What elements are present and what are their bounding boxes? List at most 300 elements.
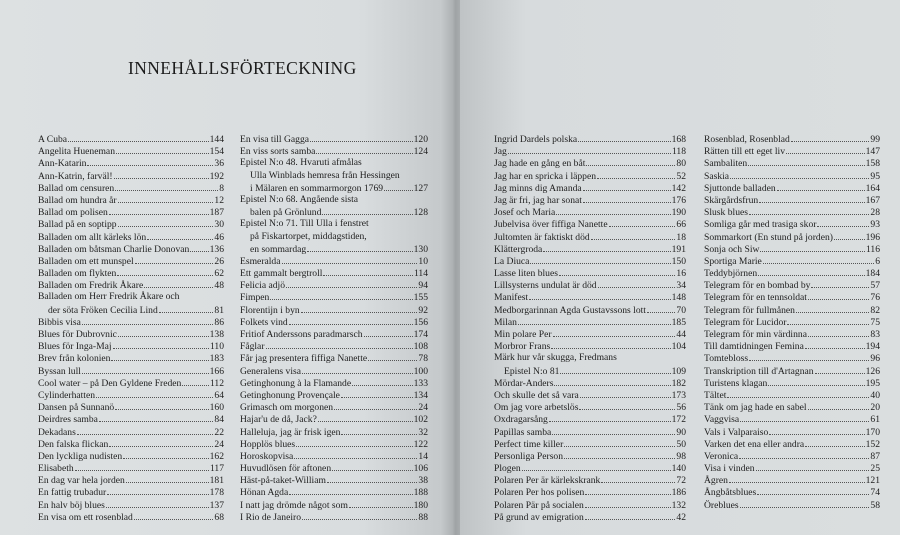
toc-entry	[38, 316, 224, 328]
toc-entry	[494, 218, 686, 230]
toc-entry	[240, 255, 428, 267]
toc-dot-leader	[808, 401, 870, 410]
toc-dot-leader	[748, 157, 864, 166]
toc-entry-title: Perfect time killer	[494, 438, 564, 450]
toc-entry-page: 124	[413, 146, 428, 158]
toc-entry-page: 10	[418, 255, 428, 267]
toc-dot-leader	[349, 499, 413, 508]
toc-entry	[704, 450, 880, 462]
toc-dot-leader	[760, 243, 865, 252]
toc-entry-title: Balladen om flykten	[38, 268, 117, 280]
toc-entry	[240, 133, 428, 145]
toc-entry	[704, 157, 880, 169]
toc-entry-page: 187	[209, 207, 224, 219]
toc-entry	[38, 267, 224, 279]
toc-dot-leader	[564, 450, 675, 459]
toc-dot-leader	[578, 133, 670, 142]
toc-dot-leader	[811, 279, 869, 288]
toc-dot-leader	[123, 450, 208, 459]
toc-entry	[38, 401, 224, 413]
toc-entry-page: 173	[671, 389, 686, 401]
toc-entry-title: Grimasch om morgonen	[240, 402, 334, 414]
toc-dot-leader	[591, 231, 676, 240]
toc-entry-title: Halleluja, jag är frisk igen	[240, 426, 341, 438]
toc-dot-leader	[289, 486, 412, 495]
toc-dot-leader	[99, 413, 213, 422]
toc-entry-title: Visa i vinden	[704, 463, 755, 475]
toc-dot-leader	[323, 267, 413, 276]
toc-dot-leader	[294, 450, 417, 459]
toc-entry	[38, 352, 224, 364]
toc-entry-title: Jubelvisa över fiffiga Nanette	[494, 219, 608, 231]
toc-entry-title: Häst-på-taket-William	[240, 475, 326, 487]
toc-entry-page: 121	[865, 475, 880, 487]
toc-entry-page: 117	[209, 463, 224, 475]
toc-entry	[704, 133, 880, 145]
toc-dot-leader	[805, 340, 865, 349]
toc-entry-title: Deirdres samba	[38, 414, 98, 426]
toc-entry-page: 81	[214, 304, 224, 316]
toc-dot-leader	[585, 499, 671, 508]
toc-dot-leader	[597, 170, 675, 179]
toc-entry-page: 38	[418, 475, 428, 487]
toc-entry	[704, 499, 880, 511]
toc-dot-leader	[109, 206, 209, 215]
toc-entry-page: 18	[676, 231, 686, 243]
toc-entry-title: Balladen om Herr Fredrik Åkare och	[38, 291, 180, 303]
toc-dot-leader	[116, 145, 209, 154]
toc-entry-page: 75	[870, 316, 880, 328]
toc-column-2	[240, 133, 428, 523]
toc-entry-title: Telegram för Lucidor	[704, 316, 787, 328]
toc-entry-title: Ann-Katarin	[38, 158, 87, 170]
toc-dot-leader	[757, 486, 869, 495]
toc-dot-leader	[302, 365, 413, 374]
toc-entry	[704, 206, 880, 218]
toc-entry-title: Dekadans	[38, 426, 76, 438]
toc-entry	[704, 474, 880, 486]
toc-entry-title: Elisabeth	[38, 463, 74, 475]
toc-entry	[240, 413, 428, 425]
toc-entry	[494, 231, 686, 243]
toc-entry-page: 36	[214, 158, 224, 170]
toc-dot-leader	[796, 304, 869, 313]
toc-dot-leader	[580, 389, 671, 398]
toc-entry-page: 96	[870, 353, 880, 365]
toc-entry-title: Telegram för en tennsoldat	[704, 292, 807, 304]
toc-dot-leader	[769, 426, 864, 435]
toc-dot-leader	[585, 486, 670, 495]
toc-dot-leader	[332, 462, 412, 471]
toc-entry-page: 196	[865, 231, 880, 243]
toc-dot-leader	[556, 206, 670, 215]
toc-entry-page: 174	[413, 329, 428, 340]
toc-entry-title: På grund av emigration	[494, 511, 584, 523]
toc-entry-title: A Cuba	[38, 134, 68, 145]
toc-entry	[38, 486, 224, 498]
toc-dot-leader	[318, 413, 413, 422]
toc-dot-leader	[834, 231, 865, 240]
toc-entry-page: 155	[413, 292, 428, 304]
toc-entry-page: 178	[209, 487, 224, 499]
toc-entry-page: 6	[875, 255, 880, 267]
toc-entry-page: 108	[413, 341, 428, 353]
toc-entry-title: En viss sorts samba	[240, 146, 316, 158]
toc-entry-page: 42	[676, 511, 686, 523]
toc-entry-page: 104	[671, 341, 686, 353]
toc-entry-title: Fritiof Anderssons paradmarsch	[240, 329, 363, 340]
toc-entry-title: Sonja och Siw	[704, 243, 760, 255]
toc-entry-page: 166	[209, 365, 224, 377]
toc-entry-title: Sambaliten	[704, 158, 748, 170]
toc-entry-page: 162	[209, 450, 224, 462]
toc-dot-leader	[115, 182, 218, 191]
toc-entry-title: Morbror Frans	[494, 341, 551, 353]
toc-entry	[704, 401, 880, 413]
toc-dot-leader	[583, 182, 671, 191]
toc-entry	[494, 291, 686, 303]
toc-entry	[38, 413, 224, 425]
toc-entry	[494, 157, 686, 169]
toc-entry-page: 98	[676, 450, 686, 462]
toc-dot-leader	[518, 316, 671, 325]
toc-entry-page: 84	[214, 414, 224, 426]
toc-entry	[494, 462, 686, 474]
toc-entry	[38, 304, 224, 316]
toc-entry	[494, 145, 686, 157]
toc-entry	[704, 352, 880, 364]
toc-entry	[494, 474, 686, 486]
toc-entry-title: Somliga går med trasiga skor	[704, 219, 817, 231]
toc-entry	[240, 194, 428, 206]
toc-entry-title: balen på Grönlund	[250, 207, 322, 219]
toc-entry	[38, 438, 224, 450]
toc-entry-page: 181	[209, 475, 224, 487]
toc-dot-leader	[352, 377, 413, 386]
toc-column-1	[38, 133, 224, 523]
toc-entry-page: 26	[214, 255, 224, 267]
toc-entry-page: 62	[214, 268, 224, 280]
toc-entry-page: 152	[865, 438, 880, 450]
toc-entry-title: Balladen om ett munspel	[38, 255, 134, 267]
toc-entry-title: En fattig trubadur	[38, 487, 107, 499]
toc-entry	[240, 511, 428, 523]
toc-entry-title: Min polare Per	[494, 329, 552, 340]
toc-entry-title: Florentijn i byn	[240, 304, 300, 316]
toc-entry-page: 52	[676, 170, 686, 182]
toc-entry-title: Jag	[494, 146, 507, 158]
toc-entry-page: 34	[676, 280, 686, 292]
toc-entry-page: 160	[209, 402, 224, 414]
toc-entry-page: 22	[214, 426, 224, 438]
toc-entry-page: 176	[671, 194, 686, 206]
toc-entry-page: 83	[870, 329, 880, 340]
toc-entry-title: Lasse liten blues	[494, 268, 558, 280]
toc-entry	[240, 218, 428, 230]
toc-entry	[704, 170, 880, 182]
toc-entry-title: I Rio de Janeiro	[240, 511, 302, 523]
toc-dot-leader	[579, 401, 675, 410]
toc-entry-title: Polaren Per hos polisen	[494, 487, 585, 499]
toc-dot-leader	[740, 499, 870, 508]
toc-entry	[494, 401, 686, 413]
toc-entry-title: Ballad om hundra år	[38, 194, 117, 206]
toc-entry-page: 30	[214, 219, 224, 231]
toc-entry-title: Sommarkort (En stund på jorden)	[704, 231, 833, 243]
toc-entry	[494, 413, 686, 425]
toc-entry-title: der söta Fröken Cecilia Lind	[48, 304, 158, 316]
toc-dot-leader	[549, 413, 671, 422]
toc-entry	[38, 474, 224, 486]
toc-entry-page: 144	[209, 134, 224, 145]
toc-entry	[704, 218, 880, 230]
toc-dot-leader	[559, 267, 675, 276]
toc-entry	[704, 304, 880, 316]
toc-entry-title: Epistel N:o 81	[504, 365, 560, 377]
toc-entry-page: 110	[209, 341, 224, 353]
toc-dot-leader	[730, 170, 869, 179]
toc-entry-title: Ett gammalt bergtroll	[240, 268, 323, 280]
toc-entry	[494, 304, 686, 316]
toc-entry-title: Ballad på en soptipp	[38, 219, 117, 231]
toc-entry-page: 116	[865, 243, 880, 255]
toc-entry-title: Blues för Dubrovnic	[38, 329, 117, 340]
toc-entry	[704, 328, 880, 340]
toc-entry	[704, 145, 880, 157]
toc-entry-page: 106	[413, 463, 428, 475]
toc-entry-title: Papillas samba	[494, 426, 552, 438]
toc-entry-title: En visa till Gagga	[240, 134, 310, 145]
toc-entry	[38, 426, 224, 438]
toc-entry-page: 82	[870, 304, 880, 316]
toc-entry-title: Angelita Hueneman	[38, 146, 115, 158]
toc-entry-page: 180	[413, 499, 428, 511]
toc-entry-page: 40	[870, 389, 880, 401]
toc-dot-leader	[585, 511, 676, 520]
toc-entry	[38, 170, 224, 182]
toc-dot-leader	[109, 438, 213, 447]
toc-dot-leader	[740, 413, 869, 422]
toc-entry	[704, 438, 880, 450]
toc-dot-leader	[552, 426, 675, 435]
toc-dot-leader	[763, 255, 874, 264]
toc-entry-title: La Diuca	[494, 255, 530, 267]
toc-entry	[240, 389, 428, 401]
toc-entry-page: 190	[671, 207, 686, 219]
toc-entry-title: Vals i Valparaiso	[704, 426, 769, 438]
toc-dot-leader	[384, 182, 413, 191]
toc-dot-leader	[564, 438, 675, 447]
toc-dot-leader	[118, 194, 214, 203]
toc-entry-title: Telegram för en bombad by	[704, 280, 811, 292]
toc-entry-title: Hönan Agda	[240, 487, 289, 499]
toc-dot-leader	[307, 243, 412, 252]
toc-dot-leader	[134, 511, 214, 520]
toc-entry-page: 184	[865, 268, 880, 280]
toc-entry	[38, 206, 224, 218]
toc-dot-leader	[126, 474, 209, 483]
toc-dot-leader	[289, 316, 413, 325]
toc-entry	[494, 267, 686, 279]
toc-entry-page: 150	[671, 255, 686, 267]
toc-entry	[240, 291, 428, 303]
toc-entry-page: 126	[865, 365, 880, 377]
toc-entry-page: 158	[865, 158, 880, 170]
toc-dot-leader	[817, 218, 869, 227]
toc-entry	[494, 316, 686, 328]
toc-dot-leader	[508, 145, 671, 154]
toc-entry	[494, 438, 686, 450]
toc-entry	[38, 218, 224, 230]
toc-entry	[240, 182, 428, 194]
toc-entry	[494, 426, 686, 438]
toc-entry-page: 188	[413, 487, 428, 499]
toc-entry-title: Rätten till ett eget liv	[704, 146, 785, 158]
toc-entry-page: 114	[413, 268, 428, 280]
toc-entry-page: 14	[418, 450, 428, 462]
toc-dot-leader	[647, 304, 675, 313]
toc-entry-title: Hajar'u de då, Jack?	[240, 414, 317, 426]
toc-entry-page: 186	[671, 487, 686, 499]
toc-dot-leader	[739, 450, 869, 459]
toc-dot-leader	[530, 255, 670, 264]
toc-entry-title: Manifest	[494, 292, 529, 304]
toc-entry-page: 99	[870, 134, 880, 145]
toc-entry	[494, 377, 686, 389]
toc-entry-page: 195	[865, 377, 880, 389]
toc-entry-page: 80	[676, 158, 686, 170]
toc-entry-page: 156	[413, 316, 428, 328]
toc-dot-leader	[118, 218, 214, 227]
toc-entry	[38, 377, 224, 389]
toc-dot-leader	[144, 279, 213, 288]
toc-entry-title: Märk hur vår skugga, Fredmans	[494, 352, 617, 364]
toc-dot-leader	[364, 328, 413, 337]
toc-dot-leader	[68, 133, 209, 142]
toc-entry-title: I natt jag drömde något som	[240, 499, 348, 511]
toc-entry-page: 74	[870, 487, 880, 499]
toc-entry	[704, 267, 880, 279]
toc-entry-title: Klättergroda	[494, 243, 543, 255]
toc-entry	[240, 401, 428, 413]
toc-entry-title: Ingrid Dardels polska	[494, 134, 578, 145]
toc-entry	[494, 243, 686, 255]
toc-entry-page: 94	[418, 280, 428, 292]
toc-entry-page: 76	[870, 292, 880, 304]
toc-entry-page: 120	[413, 134, 428, 145]
toc-entry	[240, 365, 428, 377]
toc-dot-leader	[96, 389, 213, 398]
toc-entry-title: Milan	[494, 316, 517, 328]
toc-entry-page: 148	[671, 292, 686, 304]
toc-entry-title: Lillsysterns undulat är död	[494, 280, 597, 292]
toc-entry	[240, 426, 428, 438]
toc-entry-title: En dag var hela jorden	[38, 475, 125, 487]
toc-entry-page: 167	[865, 194, 880, 206]
toc-entry-page: 170	[865, 426, 880, 438]
toc-entry	[704, 413, 880, 425]
toc-entry	[38, 133, 224, 145]
toc-dot-leader	[553, 328, 676, 337]
toc-entry-page: 72	[676, 475, 686, 487]
toc-entry-title: i Mälaren en sommarmorgon 1769	[250, 182, 384, 194]
toc-dot-leader	[182, 377, 209, 386]
toc-entry	[704, 182, 880, 194]
toc-entry-page: 134	[413, 389, 428, 401]
toc-entry-title: Jag är fri, jag har sonat	[494, 194, 582, 206]
toc-dot-leader	[758, 267, 864, 276]
toc-entry	[38, 328, 224, 340]
toc-dot-leader	[301, 304, 418, 313]
page-title: INNEHÅLLSFÖRTECKNING	[128, 58, 357, 78]
toc-dot-leader	[368, 352, 417, 361]
toc-dot-leader	[777, 182, 865, 191]
toc-dot-leader	[190, 243, 208, 252]
toc-entry	[38, 291, 224, 303]
toc-dot-leader	[310, 133, 413, 142]
toc-entry-title: Ballad om polisen	[38, 207, 108, 219]
toc-entry	[240, 304, 428, 316]
toc-entry	[240, 352, 428, 364]
toc-entry-page: 100	[413, 365, 428, 377]
toc-entry	[38, 255, 224, 267]
toc-dot-leader	[115, 401, 208, 410]
toc-column-3	[494, 133, 686, 523]
toc-entry-title: Varken det ena eller andra	[704, 438, 805, 450]
toc-entry-page: 32	[418, 426, 428, 438]
toc-dot-leader	[82, 365, 209, 374]
toc-dot-leader	[787, 316, 869, 325]
toc-dot-leader	[266, 340, 413, 349]
toc-entry-title: Plogen	[494, 463, 521, 475]
toc-entry-page: 127	[413, 182, 428, 194]
toc-entry-title: Skärgårdsfrun	[704, 194, 759, 206]
toc-entry	[38, 243, 224, 255]
toc-entry-title: Sportiga Marie	[704, 255, 762, 267]
toc-entry-title: Ulla Winblads hemresa från Hessingen	[250, 169, 400, 181]
toc-entry-title: på Fiskartorpet, middagstiden,	[250, 230, 367, 242]
toc-dot-leader	[87, 157, 213, 166]
toc-entry-page: 48	[214, 280, 224, 292]
toc-entry-title: Jultomten är faktiskt död	[494, 231, 590, 243]
toc-entry-page: 136	[209, 243, 224, 255]
toc-entry-title: Jag har en spricka i läppen	[494, 170, 597, 182]
toc-entry	[494, 340, 686, 352]
toc-entry	[38, 231, 224, 243]
toc-dot-leader	[327, 474, 417, 483]
toc-entry	[704, 389, 880, 401]
toc-entry-page: 112	[209, 377, 224, 389]
toc-entry-title: Personliga Person	[494, 450, 564, 462]
toc-entry-page: 57	[870, 280, 880, 292]
toc-entry-page: 24	[418, 402, 428, 414]
toc-entry-title: Dansen på Sunnanö	[38, 402, 115, 414]
toc-entry-page: 61	[870, 414, 880, 426]
toc-dot-leader	[522, 462, 671, 471]
toc-dot-leader	[113, 340, 209, 349]
toc-dot-leader	[609, 218, 676, 227]
toc-entry-page: 133	[413, 377, 428, 389]
toc-entry	[240, 438, 428, 450]
toc-entry	[240, 279, 428, 291]
toc-entry	[38, 157, 224, 169]
toc-entry-title: Fimpen	[240, 292, 270, 304]
toc-entry-page: 191	[671, 243, 686, 255]
toc-entry	[494, 328, 686, 340]
toc-entry-title: en sommardag	[250, 243, 307, 255]
toc-entry	[704, 365, 880, 377]
toc-entry-page: 164	[865, 182, 880, 194]
